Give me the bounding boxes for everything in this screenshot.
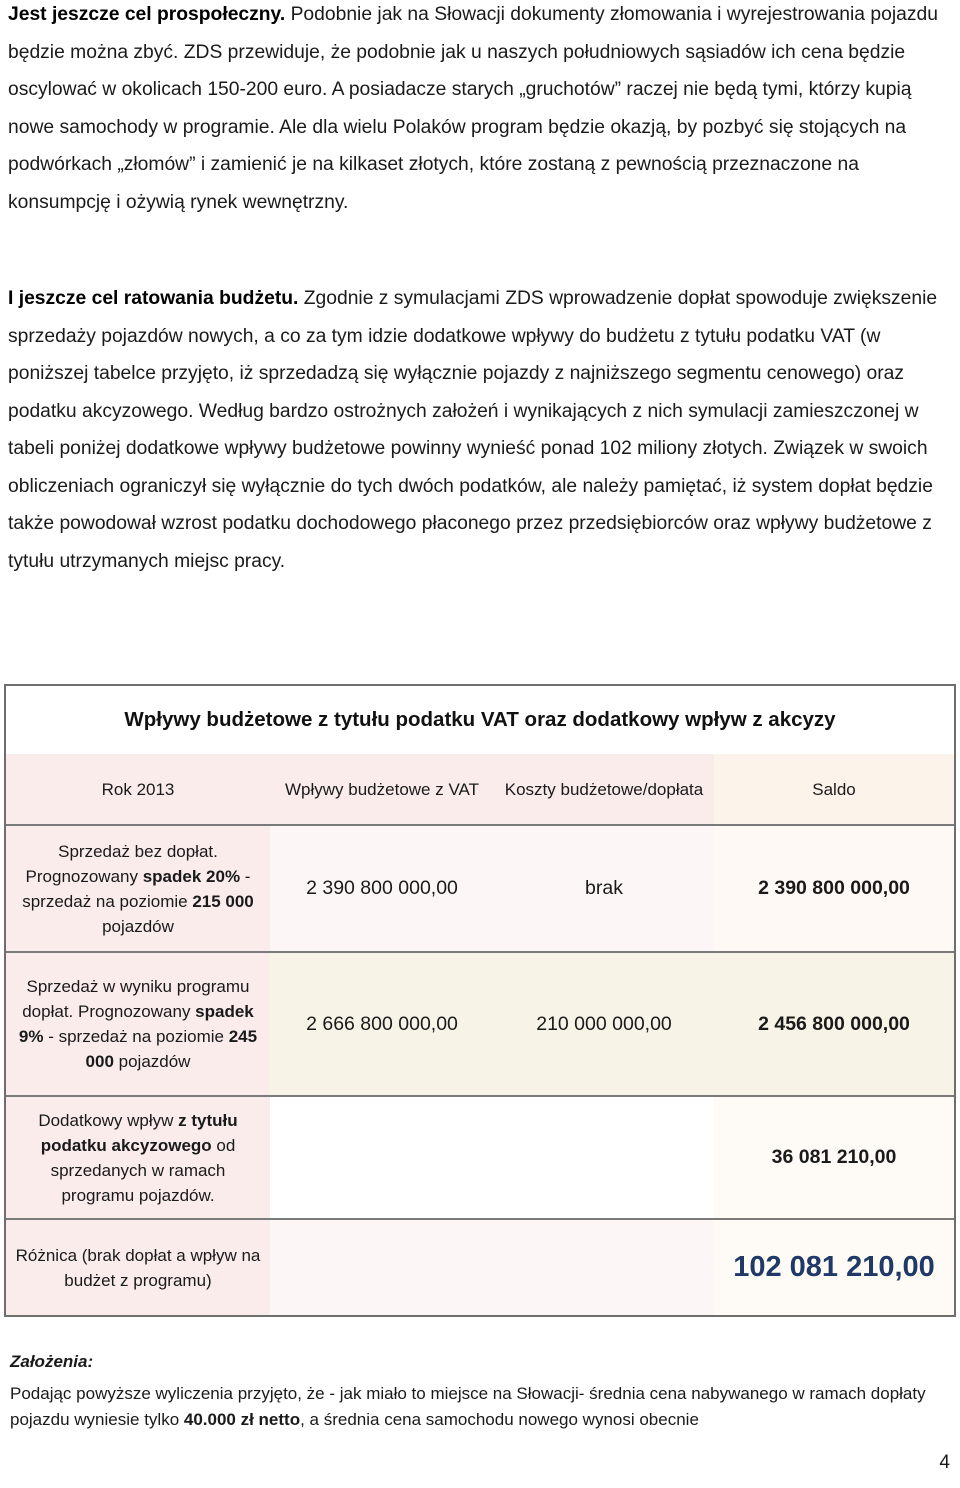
paragraph-body: Podobnie jak na Słowacji dokumenty złomowania i wyrejestrowania pojazdu będzie można zbyć. ZDS przewiduje, że podobnie jak u naszych południowych sąsiadów ich cena będzie oscylować w okolicach 150-200 euro. A posiadacze starych „gruchotów” raczej nie będą tymi, którzy kupią nowe samochody w programie. Ale dla wielu Polaków program będzie okazją, by pozbyć się stojących na podwórkach „złomów” i zamienić je na kilkaset złotych, które zostaną z pewnością przeznaczone na konsumpcję i ożywią rynek wewnętrzny.	[8, 4, 938, 213]
table-title: Wpływy budżetowe z tytułu podatku VAT oraz dodatkowy wpływ z akcyzy	[124, 708, 836, 731]
budget-table	[4, 684, 956, 1317]
cell-saldo: 36 081 210,00	[714, 1096, 954, 1219]
table-grid	[6, 754, 954, 1315]
header-saldo: Saldo	[714, 754, 954, 825]
label-strong: spadek 20%	[142, 866, 241, 886]
cell-saldo: 2 390 800 000,00	[714, 825, 954, 952]
cell-vat: 2 390 800 000,00	[270, 825, 494, 952]
label-strong: 215 000	[192, 891, 254, 911]
cell-saldo: 2 456 800 000,00	[714, 952, 954, 1096]
label-text: pojazdów	[102, 916, 174, 936]
page-number: 4	[939, 1452, 950, 1473]
label-text: od sprzedanych w ramach programu pojazdów.	[50, 1135, 236, 1205]
assumptions-text	[10, 1381, 950, 1433]
paragraph-budget-goal	[8, 280, 952, 580]
label-strong: spadek 9%	[18, 1002, 254, 1046]
assumptions-strong: 40.000 zł netto	[183, 1410, 301, 1429]
table-row	[6, 1219, 954, 1315]
row-label	[6, 825, 270, 952]
label-text: Dodatkowy wpływ	[38, 1110, 179, 1130]
label-text: pojazdów	[113, 1052, 191, 1071]
table-row	[6, 952, 954, 1096]
paragraph-body: Zgodnie z symulacjami ZDS wprowadzenie dopłat spowoduje zwiększenie sprzedaży pojazdów nowych, a co za tym idzie dodatkowe wpływy do budżetu z tytułu podatku VAT (w poniższej tabelce przyjęto, iż sprzedadzą się wyłącznie pojazdy z najniższego segmentu cenowego) oraz podatku akcyzowego. Według bardzo ostrożnych założeń i wynikających z nich symulacji zamieszczonej w tabeli poniżej dodatkowe wpływy budżetowe powinny wynieść ponad 102 miliony złotych. Związek w swoich obliczeniach ograniczył się wyłącznie do tych dwóch podatków, ale należy pamiętać, iż system dopłat będzie także powodował wzrost podatku dochodowego płaconego przez przedsiębiorców oraz wpływy budżetowe z tytułu utrzymanych miejsc pracy.	[8, 288, 938, 572]
label-text: - sprzedaż na poziomie	[43, 1027, 229, 1046]
cell-empty	[270, 1219, 494, 1315]
paragraph-social-goal	[8, 0, 952, 221]
cell-empty	[270, 1096, 494, 1219]
cell-cost: 210 000 000,00	[494, 952, 714, 1096]
row-label: Różnica (brak dopłat a wpływ na budżet z programu)	[6, 1219, 270, 1315]
label-text: Sprzedaż w wyniku programu dopłat. Prognozowany	[22, 977, 250, 1021]
label-strong: z tytułu podatku akcyzowego	[40, 1110, 238, 1155]
header-year: Rok 2013	[6, 754, 270, 825]
cell-vat: 2 666 800 000,00	[270, 952, 494, 1096]
row-label	[6, 1096, 270, 1219]
table-row	[6, 1096, 954, 1219]
header-cost: Koszty budżetowe/dopłata	[494, 754, 714, 825]
label-text: Sprzedaż bez dopłat. Prognozowany	[25, 841, 218, 886]
assumptions-body: , a średnia cena samochodu nowego wynosi obecnie	[300, 1410, 699, 1429]
cell-empty	[494, 1096, 714, 1219]
cell-total: 102 081 210,00	[714, 1219, 954, 1315]
assumptions-title: Założenia:	[10, 1352, 94, 1371]
table-row	[6, 825, 954, 952]
label-text: - sprzedaż na poziomie	[22, 866, 251, 911]
assumptions-body: Podając powyższe wyliczenia przyjęto, że - jak miało to miejsce na Słowacji- średnia cena nabywanego w ramach dopłaty pojazdu wyniesie tylko	[10, 1384, 926, 1429]
cell-empty	[494, 1219, 714, 1315]
table-header-row	[6, 754, 954, 825]
paragraph-lead: I jeszcze cel ratowania budżetu.	[8, 288, 299, 309]
paragraph-lead: Jest jeszcze cel prospołeczny.	[8, 4, 286, 25]
row-label	[6, 952, 270, 1096]
label-strong: 245 000	[85, 1027, 258, 1071]
header-vat: Wpływy budżetowe z VAT	[270, 754, 494, 825]
cell-cost: brak	[494, 825, 714, 952]
